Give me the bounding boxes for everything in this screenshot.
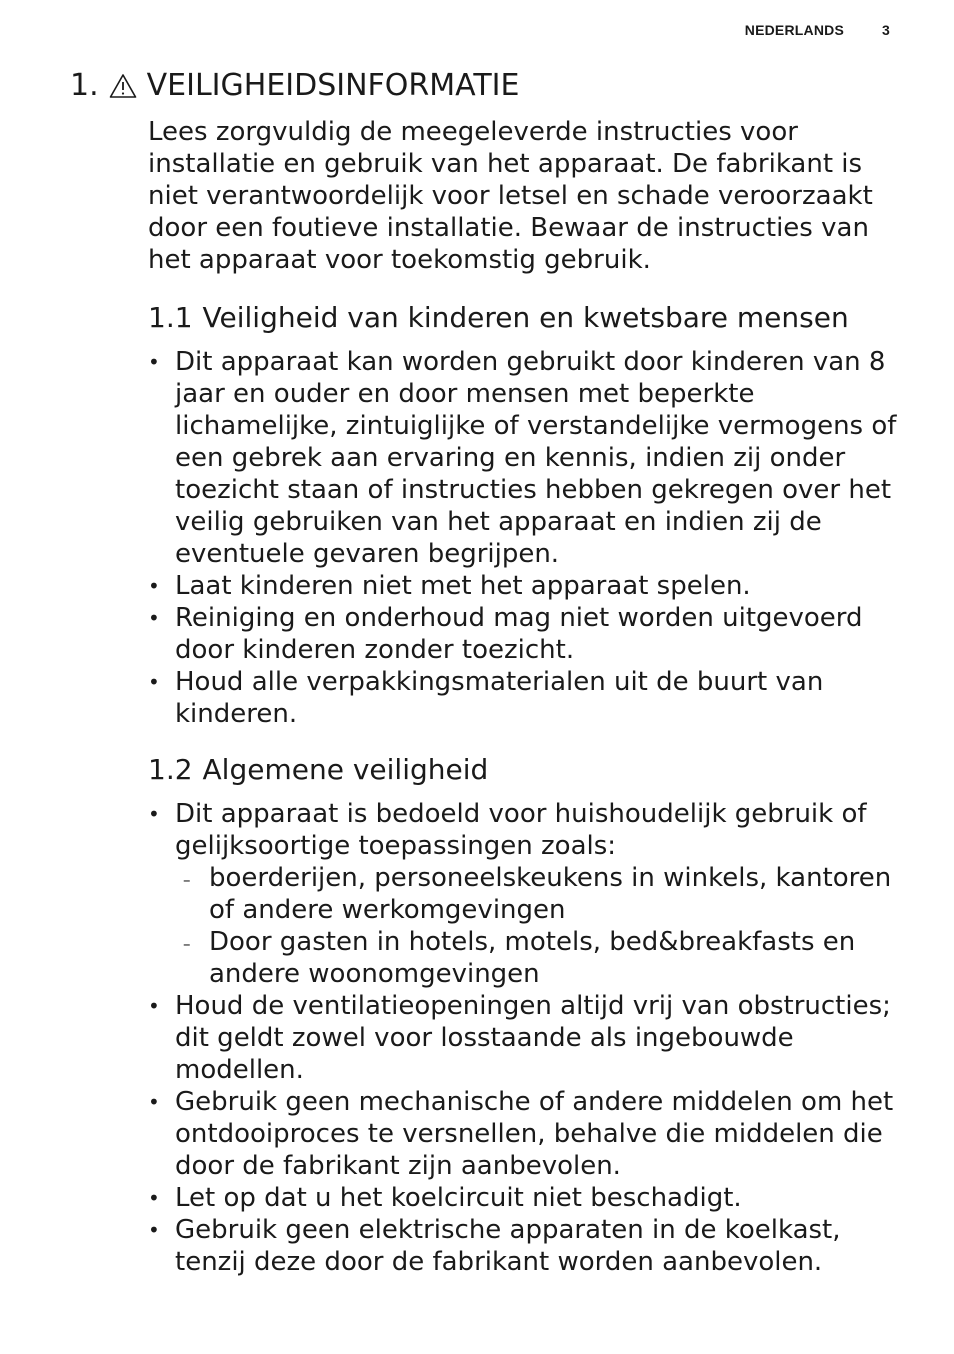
list-item-text: Dit apparaat is bedoeld voor huishoudelijk gebruik of gelijksoortige toepassingen zoals: [175,799,867,861]
section-1-1-list [148,346,908,730]
section-number: 1.2 [148,753,193,786]
sub-list [175,862,908,990]
list-item: • Let op dat u het koelcircuit niet beschadigt. [148,1182,908,1214]
list-item: • Laat kinderen niet met het apparaat spelen. [148,570,908,602]
chapter-heading-text: VEILIGHEIDSINFORMATIE [146,68,520,103]
section-number: 1.1 [148,301,193,334]
header-language: NEDERLANDS [744,22,844,38]
page-header [745,22,890,38]
section-title-text: Algemene veiligheid [202,753,489,786]
chapter-number: 1. [70,68,99,103]
warning-triangle-icon [109,73,137,99]
page-number: 3 [882,22,890,38]
list-item: • Houd de ventilatieopeningen altijd vrij van obstructies; dit geldt zowel voor losstaande als ingebouwde modellen. [148,990,908,1086]
section-1-2-list [148,798,908,1278]
list-item: • Dit apparaat kan worden gebruikt door kinderen van 8 jaar en ouder en door mensen met beperkte lichamelijke, zintuiglijke of verstandelijke vermogens of een gebrek aan ervaring en kennis, indien zij onder toezicht staan of instructies hebben gekregen over het veilig gebruiken van het apparaat en indien zij de eventuele gevaren begrijpen. [148,346,908,570]
list-item: • Gebruik geen mechanische of andere middelen om het ontdooiproces te versnellen, behalve die middelen die door de fabrikant zijn aanbevolen. [148,1086,908,1182]
section-title-text: Veiligheid van kinderen en kwetsbare mensen [202,301,849,334]
section-heading-1-1 [148,298,908,338]
intro-paragraph: Lees zorgvuldig de meegeleverde instructies voor installatie en gebruik van het apparaat. De fabrikant is niet verantwoordelijk voor letsel en schade veroorzaakt door een foutieve installatie. Bewaar de instructies van het apparaat voor toekomstig gebruik. [148,117,873,275]
main-content [148,116,908,1298]
section-heading-1-2 [148,750,908,790]
list-item [148,798,908,990]
list-item: • Houd alle verpakkingsmaterialen uit de buurt van kinderen. [148,666,908,730]
chapter-title [70,66,519,106]
sub-list-item: – Door gasten in hotels, motels, bed&breakfasts en andere woonomgevingen [209,926,908,990]
list-item: • Reiniging en onderhoud mag niet worden uitgevoerd door kinderen zonder toezicht. [148,602,908,666]
list-item: • Gebruik geen elektrische apparaten in de koelkast, tenzij deze door de fabrikant worden aanbevolen. [148,1214,908,1278]
sub-list-item: – boerderijen, personeelskeukens in winkels, kantoren of andere werkomgevingen [209,862,908,926]
